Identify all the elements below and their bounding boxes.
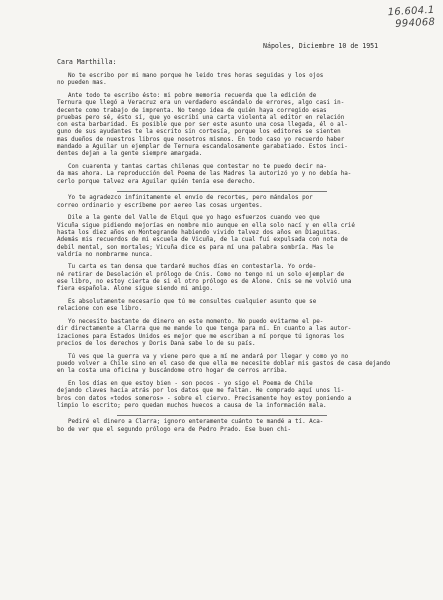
letter-paragraph — [57, 381, 387, 410]
letter-paragraph — [57, 73, 387, 88]
letter-line: mas dueños de nuestros libros que nosotros mismos. En todo caso yo recuerdo haber — [57, 136, 345, 143]
letter-line: En los días en que estoy bien - son pocos - yo sigo el Poema de Chile — [68, 380, 313, 387]
letter-line: dentes dejan a la gente siempre amargada. — [57, 151, 203, 158]
letter-line: relacione con ese libro. — [57, 306, 143, 313]
archive-note-line-2: 994068 — [395, 16, 436, 30]
archive-handwritten-note — [387, 5, 435, 31]
letter-line: Con cuarenta y tantas cartas chilenas que contestar no te puedo decir na- — [68, 164, 327, 171]
letter-line: mandado a Aguilar un ejemplar de Ternura escandalosamente garabatiado. Estos inci- — [57, 144, 348, 151]
letter-line: no pueden mas. — [57, 80, 107, 87]
letter-line: correo ordinario y escríbeme por aereo las cosas urgentes. — [57, 202, 263, 209]
letter-line: hasta los diez años en Montegrande habiendo vivido talvez dos años en Diaguitas. — [57, 229, 341, 236]
letter-paragraph — [57, 195, 387, 210]
letter-line: Yo te agradezco infinitamente el envío de recortes, pero mándalos por — [68, 195, 313, 202]
letter-line: izaciones para Estados Unidos es mejor que me escriban a mí porque tú ignoras los — [57, 333, 345, 340]
letter-paragraph — [57, 353, 391, 376]
letter-line: bo de ver que el segundo prólogo era de Pedro Prado. Ese buen chi- — [57, 426, 292, 433]
letter-line: Además mis recuerdos de mi escuela de Vicuña, de la cual fuí expulsada con nota de — [57, 237, 348, 244]
separator-line — [117, 415, 327, 416]
letter-paragraph — [57, 164, 387, 186]
letter-line: Tu carta es tan densa que tardaré muchos días en contestarla. Yo orde- — [68, 264, 317, 271]
letter-line: en la costa una oficina y buscándome otro hogar de cerros arriba. — [57, 368, 288, 375]
letter-line: guno de sus ayudantes te la escrito sin cortesía, porque los editores se sienten — [57, 129, 341, 136]
letter-paragraph — [57, 419, 387, 434]
letter-line: limpio lo escrito; pero quedan muchos huecos a causa de la información mala. — [57, 402, 327, 409]
letter-line: bros con datos «todos someros» - sobre el ciervo. Precisamente hoy estoy poniendo a — [57, 395, 352, 402]
letter-dateline: Nápoles, Diciembre 10 de 1951 — [263, 42, 379, 50]
letter-salutation: Cara Marthilla: — [57, 58, 117, 66]
letter-line: Ternura que llegó a Veracruz era un verdadero escándalo de errores, algo casi in- — [57, 100, 345, 107]
letter-line: valdría no nombrarme nunca. — [57, 251, 153, 258]
letter-line: debil mental, son mortales; Vicuña dice es para mí una palabra sombría. Mas le — [57, 244, 334, 251]
letter-line: Yo necesito bastante de dinero en este momento. No puedo evitarme el pe- — [68, 319, 324, 326]
letter-line: pruebas pero sé, ésto sí, que yo escribí una carta violenta al editor en relación — [57, 114, 345, 121]
letter-line: né retirar de Desolación el prólogo de Cnis. Como no tengo ni un solo ejemplar de — [57, 271, 345, 278]
letter-line: Pediré el dinero a Clarra; ignoro enteramente cuánto te mandé a tí. Aca- — [68, 419, 324, 426]
letter-line: con esta barbaridad. Es posible que por ser este asunto una cosa llegada, él o al- — [57, 122, 348, 129]
separator-line — [117, 191, 327, 192]
letter-paragraph — [57, 299, 387, 314]
letter-line: decente como trabajo de imprenta. No tengo idea de quién haya corregido esas — [57, 107, 327, 114]
letter-line: puedo volver a Chile sino en el caso de que ella me necesite doblar mis gastos de casa dejando — [57, 360, 391, 367]
letter-line: dejando claves hacia atrás por los datos que me faltan. He comprado aquí unos li- — [57, 388, 345, 395]
letter-line: Vicuña sigue pidiendo mejorías en nombre mio aunque en ella solo nací y en ella crié — [57, 222, 355, 229]
letter-line: dir directamente a Clarra que me mande lo que tenga para mí. En cuanto a las autor- — [57, 326, 352, 333]
letter-line: ese libro, no estoy cierta de si el otro prólogo es de Alone. Cnis se me volvió una — [57, 279, 352, 286]
letter-line: cerlo porque talvez era Aguilar quién tenía ese derecho. — [57, 178, 256, 185]
archive-note-line-1: 16.604.1 — [387, 4, 435, 19]
letter-line: Tú ves que la guerra va y viene pero que a mí me andará por llegar y como yo no — [68, 353, 349, 360]
letter-line: Ante todo te escribo ésto: mi pobre memoria recuerda que la edición de — [68, 92, 317, 99]
letter-line: No te escribo por mi mano porque he leido tres horas seguidas y los ojos — [68, 73, 324, 79]
letter-line: precios de los derechos y Doris Dana sabe lo de su país. — [57, 340, 256, 347]
letter-line: Dile a la gente del Valle de Elqui que yo hago esfuerzos cuando veo que — [68, 215, 320, 222]
letter-line: Es absolutamente necesario que tú me consultes cualquier asunto que se — [68, 299, 317, 306]
letter-paragraph — [57, 264, 387, 293]
letter-paragraph — [57, 93, 387, 159]
letter-body — [57, 73, 391, 439]
letter-line: da mas ahora. La reproducción del Poema de las Madres la autorizó yo y no debía ha- — [57, 171, 352, 178]
letter-paragraph — [57, 215, 387, 259]
letter-paragraph — [57, 319, 387, 348]
letter-line: fiera española. Alone sigue siendo mi amigo. — [57, 286, 214, 293]
